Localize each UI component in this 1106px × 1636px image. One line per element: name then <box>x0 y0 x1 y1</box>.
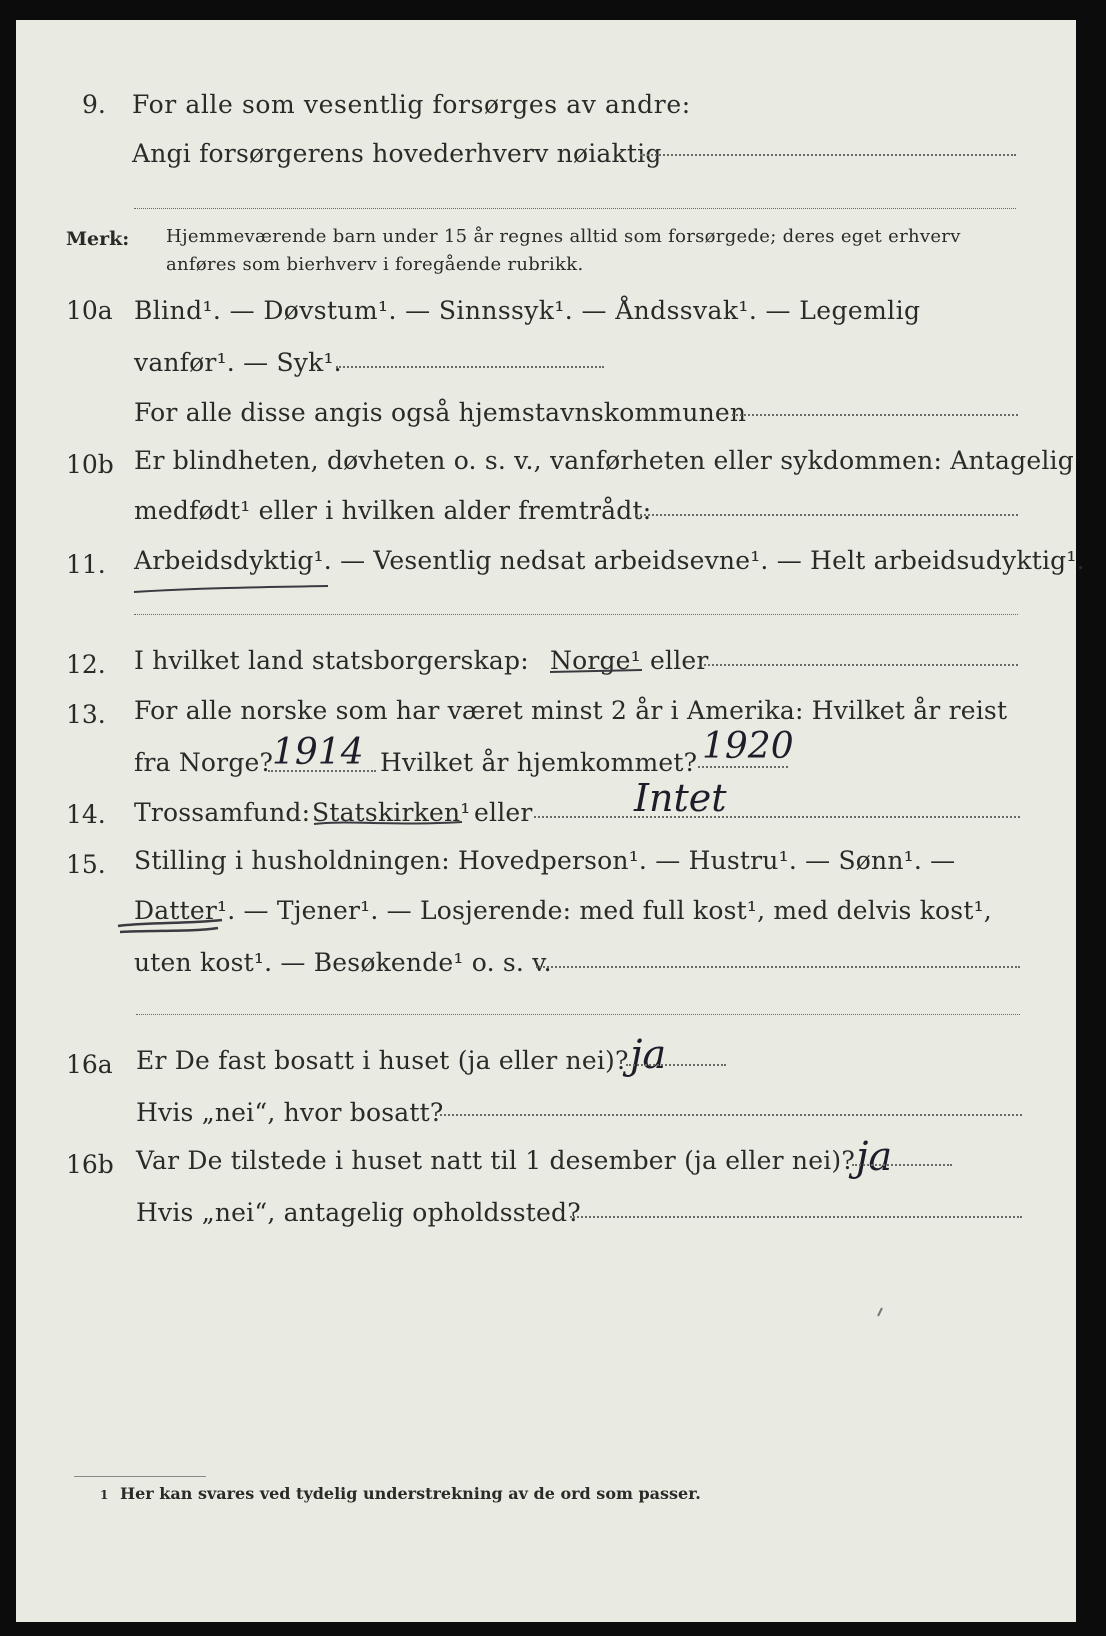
q16a-answer[interactable]: ja <box>630 1032 667 1078</box>
q13-answer-return-year[interactable]: 1920 <box>702 726 794 767</box>
stray-mark <box>878 1308 882 1316</box>
q10b-number: 10b <box>66 450 114 479</box>
q9-number: 9. <box>82 90 106 119</box>
merk-line1: Hjemmeværende barn under 15 år regnes alltid som forsørgede; deres eget erhverv <box>166 226 961 247</box>
q11-number: 11. <box>66 550 106 579</box>
q10b-line2: medfødt¹ eller i hvilken alder fremtrådt: <box>134 496 652 525</box>
q16b-line1: Var De tilstede i huset natt til 1 desember (ja eller nei)? <box>136 1146 855 1175</box>
q11-line1: Arbeidsdyktig¹. — Vesentlig nedsat arbeidsevne¹. — Helt arbeidsudyktig¹. <box>134 546 1085 575</box>
q16a-number: 16a <box>66 1050 113 1079</box>
merk-label: Merk: <box>66 228 130 250</box>
q14-answer[interactable]: Intet <box>634 776 727 820</box>
q9-line1: For alle som vesentlig forsørges av andre: <box>132 90 691 119</box>
q12-label: I hvilket land statsborgerskap: <box>134 646 529 675</box>
q10b-line1: Er blindheten, døvheten o. s. v., vanførheten eller sykdommen: Antagelig <box>134 446 1074 475</box>
q13-line2a: fra Norge? <box>134 748 274 777</box>
q15-number: 15. <box>66 850 106 879</box>
q16a-line2: Hvis „nei“, hvor bosatt? <box>136 1098 444 1127</box>
q12-option-norge[interactable]: Norge¹ <box>550 646 641 675</box>
merk-line2: anføres som bierhverv i foregående rubrikk. <box>166 254 584 275</box>
q10a-line3: For alle disse angis også hjemstavnskommunen <box>134 398 747 427</box>
q13-answer-departure-year[interactable]: 1914 <box>272 732 364 773</box>
q16a-line1: Er De fast bosatt i huset (ja eller nei)? <box>136 1046 629 1075</box>
q10a-line1: Blind¹. — Døvstum¹. — Sinnssyk¹. — Åndssvak¹. — Legemlig <box>134 296 921 325</box>
q13-number: 13. <box>66 700 106 729</box>
q14-option-statskirken[interactable]: Statskirken¹ <box>312 798 471 827</box>
q15-line1: Stilling i husholdningen: Hovedperson¹. — Hustru¹. — Sønn¹. — <box>134 846 956 875</box>
q16b-line2: Hvis „nei“, antagelig opholdssted? <box>136 1198 581 1227</box>
q14-label: Trossamfund: <box>134 798 311 827</box>
q12-number: 12. <box>66 650 106 679</box>
q14-number: 14. <box>66 800 106 829</box>
q9-line2: Angi forsørgerens hovederhverv nøiaktig <box>132 139 662 168</box>
underline-datter <box>118 920 222 932</box>
q12-eller: eller <box>650 646 709 675</box>
q10a-line2: vanfør¹. — Syk¹. <box>134 348 342 377</box>
footnote-text: Her kan svares ved tydelig understrekning av de ord som passer. <box>120 1484 701 1503</box>
underline-statskirken <box>314 822 462 824</box>
q15-line2: Datter¹. — Tjener¹. — Losjerende: med full kost¹, med delvis kost¹, <box>134 896 992 925</box>
q16b-answer[interactable]: ja <box>856 1134 893 1180</box>
q15-line3: uten kost¹. — Besøkende¹ o. s. v. <box>134 948 552 977</box>
q14-eller: eller <box>474 798 533 827</box>
q10a-number: 10a <box>66 296 113 325</box>
handwriting-marks <box>16 20 1076 1622</box>
census-form-page <box>16 20 1085 1622</box>
q13-line2b: Hvilket år hjemkommet? <box>380 748 698 777</box>
q16b-number: 16b <box>66 1150 114 1179</box>
footnote-mark: 1 <box>100 1488 109 1502</box>
underline-arbeidsdyktig <box>134 586 328 592</box>
underline-norge <box>550 670 642 672</box>
q13-line1: For alle norske som har været minst 2 år i Amerika: Hvilket år reist <box>134 696 1008 725</box>
